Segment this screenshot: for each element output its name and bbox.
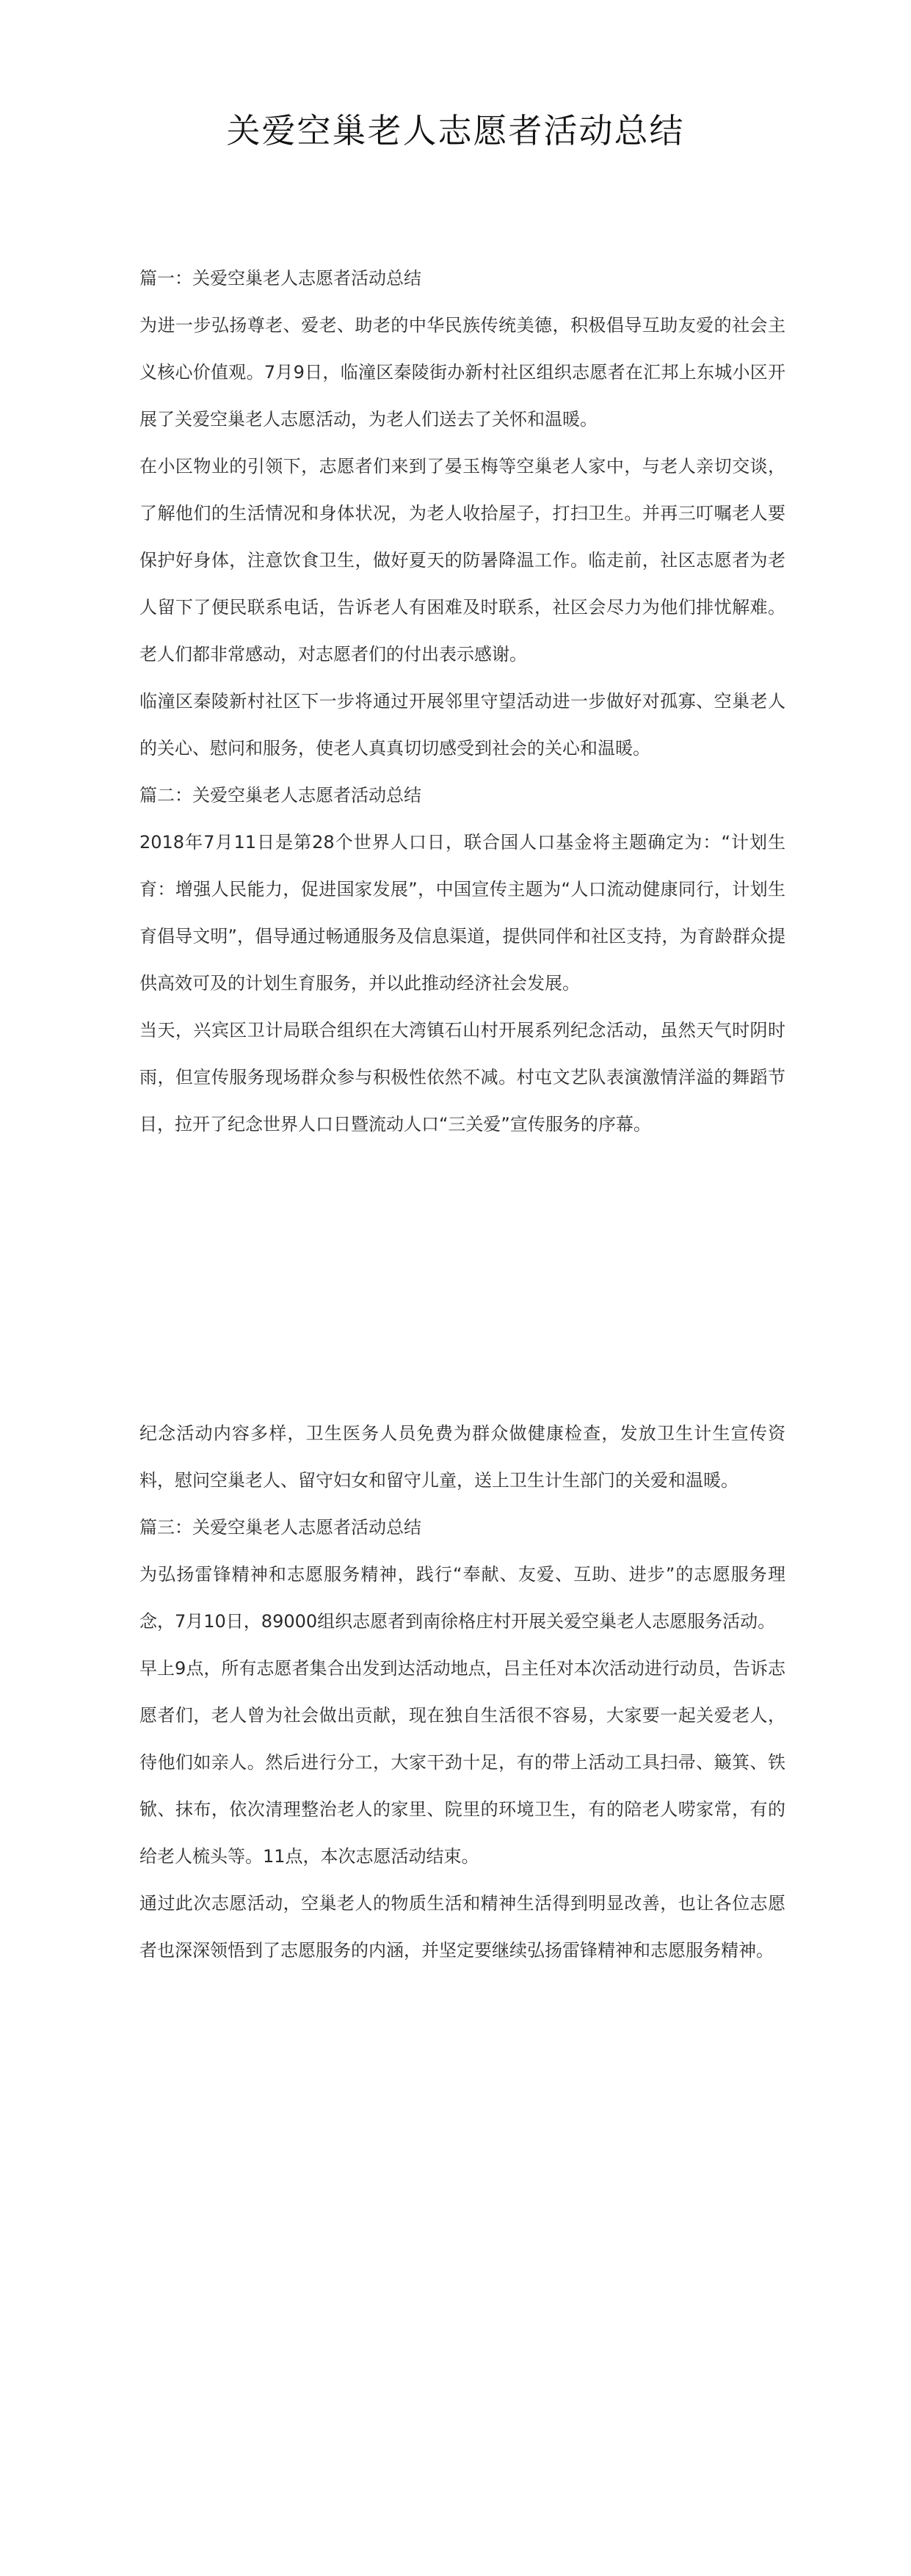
- section-heading-three: 篇三：关爱空巢老人志愿者活动总结: [139, 1517, 421, 1538]
- paragraph: 当天，兴宾区卫计局联合组织在大湾镇石山村开展系列纪念活动，虽然天气时阴时雨，但宣传服务现场群众参与积极性依然不减。村屯文艺队表演激情洋溢的舞蹈节目，拉开了纪念世界人口日暨流动人口“三关爱”宣传服务的序幕。: [139, 1020, 785, 1135]
- paragraph: 临潼区秦陵新村社区下一步将通过开展邻里守望活动进一步做好对孤寡、空巢老人的关心、慰问和服务，使老人真真切切感受到社会的关心和温暖。: [139, 691, 785, 759]
- section-heading-two: 篇二：关爱空巢老人志愿者活动总结: [139, 785, 421, 806]
- paragraph: 通过此次志愿活动，空巢老人的物质生活和精神生活得到明显改善，也让各位志愿者也深深领悟到了志愿服务的内涵，并坚定要继续弘扬雷锋精神和志愿服务精神。: [139, 1893, 785, 1961]
- document-body-part-one: [139, 255, 785, 1148]
- paragraph: 早上9点，所有志愿者集合出发到达活动地点，吕主任对本次活动进行动员，告诉志愿者们，老人曾为社会做出贡献，现在独自生活很不容易，大家要一起关爱老人，待他们如亲人。然后进行分工，大家干劲十足，有的带上活动工具扫帚、簸箕、铁锨、抹布，依次清理整治老人的家里、院里的环境卫生，有的陪老人唠家常，有的给老人梳头等。11点，本次志愿活动结束。: [139, 1658, 785, 1867]
- document-body-part-two: [139, 1410, 785, 1974]
- paragraph: 在小区物业的引领下，志愿者们来到了晏玉梅等空巢老人家中，与老人亲切交谈，了解他们的生活情况和身体状况，为老人收拾屋子，打扫卫生。并再三叮嘱老人要保护好身体，注意饮食卫生，做好夏天的防暑降温工作。临走前，社区志愿者为老人留下了便民联系电话，告诉老人有困难及时联系，社区会尽力为他们排忧解难。老人们都非常感动，对志愿者们的付出表示感谢。: [139, 456, 785, 665]
- section-heading-one: 篇一：关爱空巢老人志愿者活动总结: [139, 268, 421, 289]
- paragraph: 2018年7月11日是第28个世界人口日，联合国人口基金将主题确定为：“计划生育：增强人民能力，促进国家发展”，中国宣传主题为“人口流动健康同行，计划生育倡导文明”，倡导通过畅通服务及信息渠道，提供同伴和社区支持，为育龄群众提供高效可及的计划生育服务，并以此推动经济社会发展。: [139, 832, 785, 994]
- paragraph: 为进一步弘扬尊老、爱老、助老的中华民族传统美德，积极倡导互助友爱的社会主义核心价值观。7月9日，临潼区秦陵街办新村社区组织志愿者在汇邦上东城小区开展了关爱空巢老人志愿活动，为老人们送去了关怀和温暖。: [139, 315, 785, 430]
- paragraph: 纪念活动内容多样，卫生医务人员免费为群众做健康检查，发放卫生计生宣传资料，慰问空巢老人、留守妇女和留守儿童，送上卫生计生部门的关爱和温暖。: [139, 1423, 785, 1491]
- paragraph: 为弘扬雷锋精神和志愿服务精神，践行“奉献、友爱、互助、进步”的志愿服务理念，7月10日，89000组织志愿者到南徐格庄村开展关爱空巢老人志愿服务活动。: [139, 1564, 785, 1632]
- document-title: 关爱空巢老人志愿者活动总结: [226, 111, 685, 151]
